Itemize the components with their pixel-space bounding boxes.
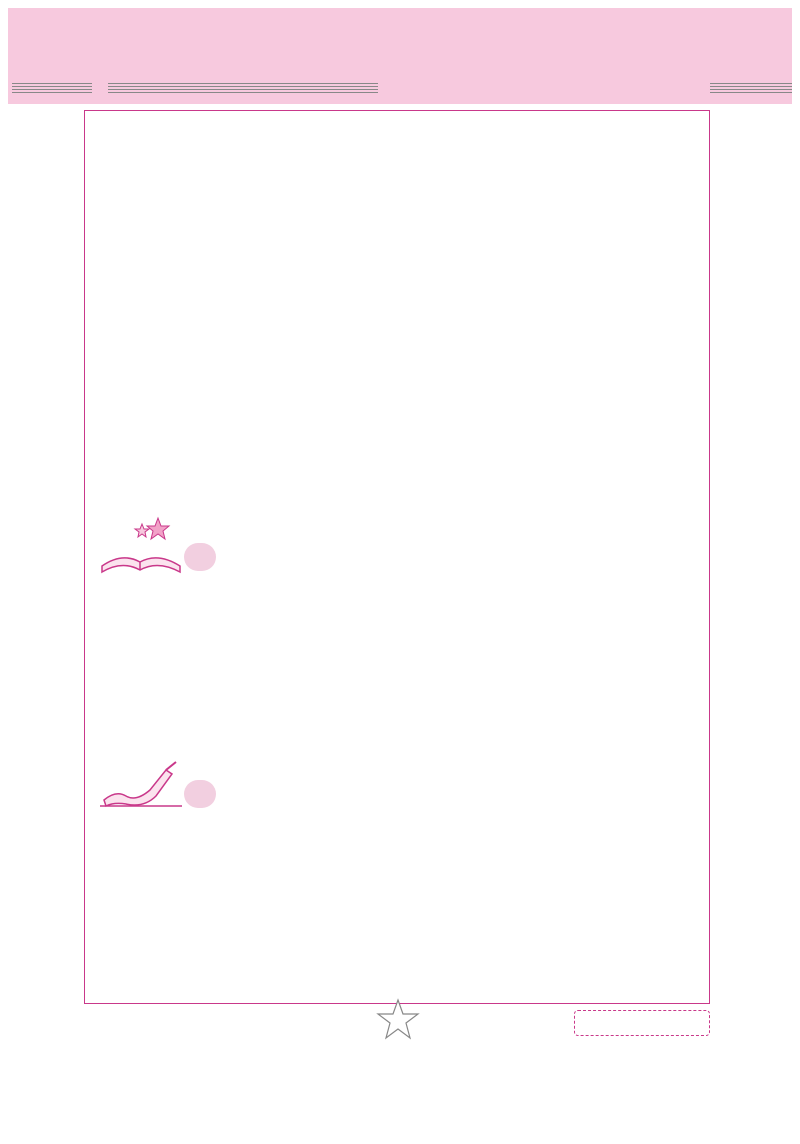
pencil-hand-icon [96,760,186,810]
header-left [12,78,378,98]
header-right [702,78,792,98]
page-number [376,1002,420,1038]
header-stripes [108,83,378,93]
header-stripes [710,83,792,93]
recognize-section-label [184,543,216,571]
open-book-icon [96,516,186,578]
practice-mode-tag [574,1010,710,1036]
header-stripes [12,83,92,93]
book-title [98,78,102,98]
write-section-label [184,780,216,808]
